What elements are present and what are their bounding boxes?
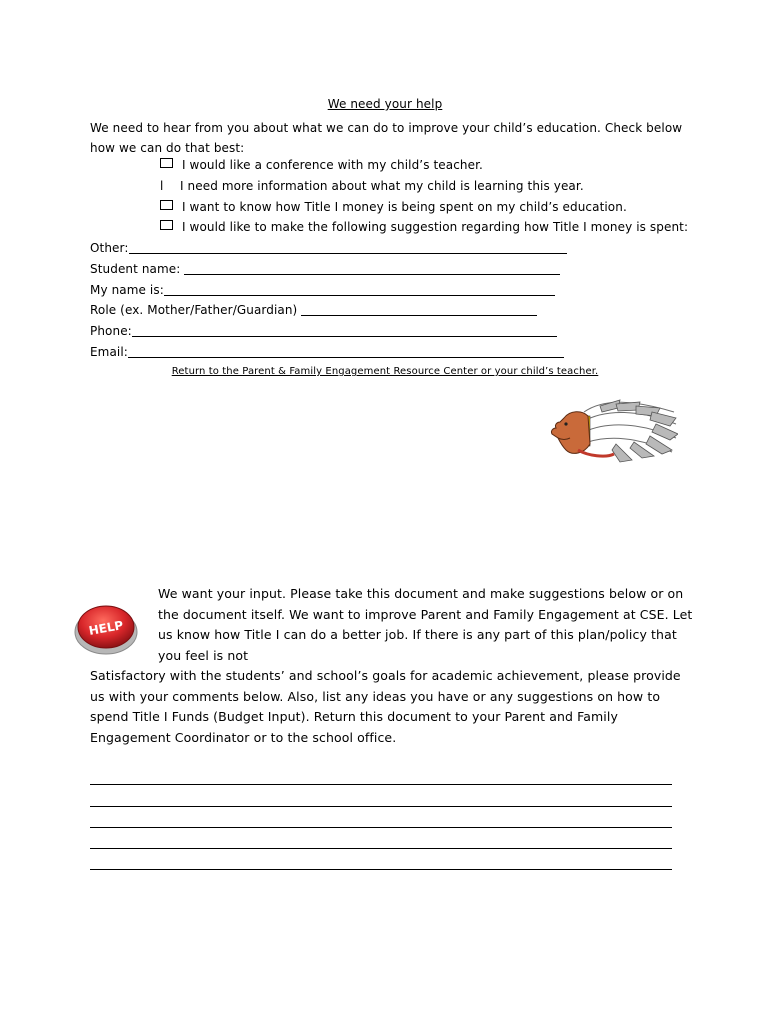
- chief-headdress-icon: [544, 398, 678, 464]
- input-paragraph-continued: Satisfactory with the students’ and school’s goals for academic achievement, please provide us with your comments below. Also, list any ideas you have or any suggestions on how to spend Title I Funds (Budget Input). Return this document to your Parent and Family Engagement Coordinator or to the school office.: [90, 668, 681, 745]
- email-input-line[interactable]: [128, 343, 564, 358]
- my-name-field: [90, 280, 555, 300]
- intro-text: We need to hear from you about what we can do to improve your child’s education. Check below how we can do that best:: [90, 121, 683, 155]
- return-note: Return to the Parent & Family Engagement Resource Center or your child’s teacher.: [171, 366, 599, 377]
- my-name-input-line[interactable]: [164, 281, 555, 296]
- other-field: [90, 238, 567, 258]
- page-title: We need your help: [327, 97, 443, 111]
- checkbox-icon[interactable]: [160, 220, 173, 230]
- comment-line[interactable]: [90, 848, 672, 849]
- option-more-info[interactable]: [160, 176, 584, 196]
- input-paragraph: We want your input. Please take this document and make suggestions below or on the document itself. We want to improve Parent and Family Engagement at CSE. Let us know how Title I can do a better job. If there is any part of this plan/policy that you feel is not: [158, 586, 693, 663]
- role-label: Role (ex. Mother/Father/Guardian): [90, 303, 298, 317]
- help-button-icon: [72, 600, 140, 656]
- comment-line[interactable]: [90, 806, 672, 807]
- comment-line[interactable]: [90, 869, 672, 870]
- email-field: [90, 342, 564, 362]
- comment-line[interactable]: [90, 827, 672, 828]
- option-suggestion[interactable]: [160, 217, 688, 237]
- option-title-money[interactable]: [160, 197, 627, 217]
- other-label: Other:: [90, 241, 129, 255]
- option-label: I would like to make the following suggestion regarding how Title I money is spent:: [182, 220, 689, 234]
- help-badge-label: HELP: [87, 618, 125, 638]
- checkbox-icon[interactable]: [160, 200, 173, 210]
- option-label: I would like a conference with my child’s teacher.: [182, 158, 483, 172]
- student-name-input-line[interactable]: [184, 260, 560, 275]
- role-field: [90, 300, 537, 320]
- my-name-label: My name is:: [90, 283, 164, 297]
- option-label: I want to know how Title I money is being spent on my child’s education.: [182, 200, 627, 214]
- checkbox-icon[interactable]: [160, 158, 173, 168]
- email-label: Email:: [90, 345, 128, 359]
- option-label: I need more information about what my child is learning this year.: [180, 179, 584, 193]
- phone-input-line[interactable]: [132, 322, 557, 337]
- student-name-label: Student name:: [90, 262, 181, 276]
- other-input-line[interactable]: [129, 239, 567, 254]
- role-input-line[interactable]: [301, 301, 537, 316]
- comment-line[interactable]: [90, 784, 672, 785]
- phone-field: [90, 321, 557, 341]
- student-name-field: [90, 259, 560, 279]
- checkbox-icon[interactable]: l: [160, 179, 164, 193]
- option-conference[interactable]: [160, 155, 483, 175]
- phone-label: Phone:: [90, 324, 132, 338]
